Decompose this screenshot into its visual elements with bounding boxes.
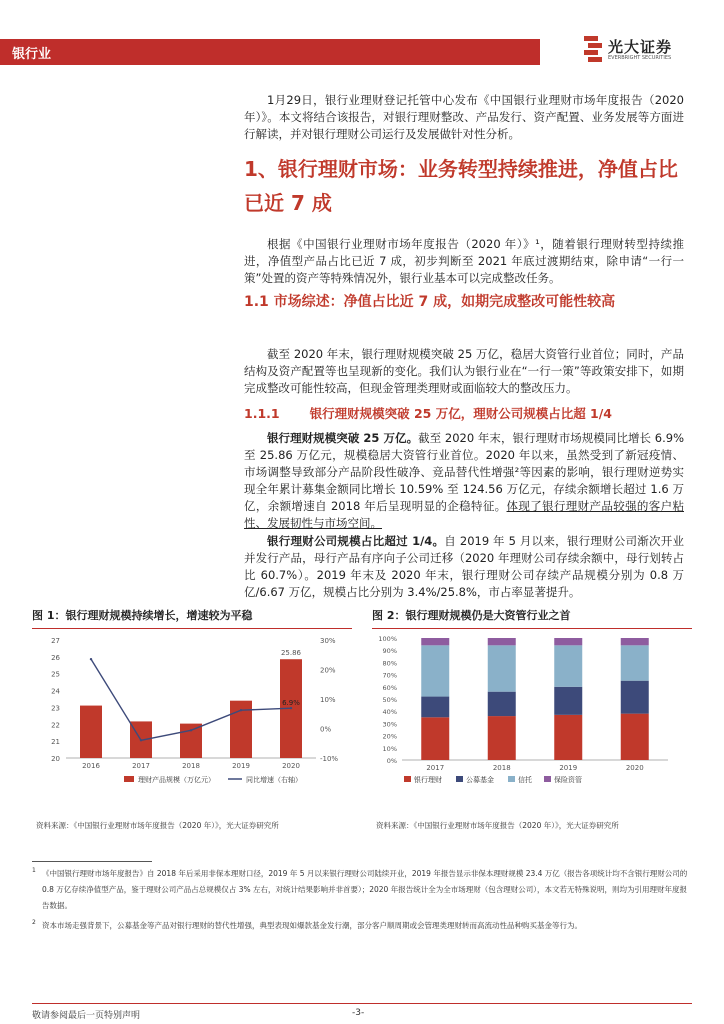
y-tick-label: 100% [378,635,397,643]
stacked-bar-segment [621,681,649,714]
footnote-rule [32,861,152,862]
stacked-bar-segment [554,715,582,760]
subsubsection-title: 银行理财规模突破 25 万亿，理财公司规模占比超 1/4 [309,406,613,421]
footnote-2-text: 资本市场走强背景下，公募基金等产品对银行理财的替代性增强，典型表现如爆款基金发行潮，部分客户顺周期或会管理类理财转而高流动性品种购买基金等行为。 [42,921,582,930]
legend-bar-swatch [124,776,134,782]
subsection-heading: 1.1 市场综述：净值占比近 7 成，如期完成整改可能性较高 [244,294,616,310]
logo-name: 光大证券 [608,38,673,56]
legend-label: 保险资管 [554,776,582,784]
legend-swatch [404,776,411,782]
legend-label: 银行理财 [414,776,442,784]
figure-2-title: 图 2：银行理财规模仍是大资管行业之首 [372,609,571,622]
y-left-tick-label: 20 [51,755,60,763]
growth-point [240,709,242,711]
figure-2-chart [372,630,692,815]
footer-rule [32,1003,692,1004]
legend-bar-label: 理财产品规模（万亿元） [138,776,215,784]
footer-disclaimer: 敬请参阅最后一页特别声明 [32,1011,141,1021]
growth-point [90,658,92,660]
paragraph-1: 根据《中国银行业理财市场年度报告（2020 年）》¹，随着银行理财转型持续推进，净值型产品占比已近 7 成，初步判断至 2021 年底过渡期结束，除申请“一行一策”处置的资产等特殊情况外，银行业基本可以完成整改任务。 [244,237,684,285]
paragraph-3 [244,430,684,532]
y-right-tick-label: 20% [320,666,336,675]
y-left-tick-label: 22 [51,721,60,730]
footnote-2 [32,918,692,934]
figure-1-title: 图 1：银行理财规模持续增长，增速较为平稳 [32,609,253,622]
figure-2-rule [372,628,692,629]
y-right-tick-label: 0% [320,725,332,734]
intro-paragraph: 1月29日，银行业理财登记托管中心发布《中国银行业理财市场年度报告（2020年）》。本文将结合该报告，对银行理财整改、产品发行、资产配置、业务发展等方面进行解读，并对银行理财公司运行及发展做针对性分析。 [244,93,684,141]
stacked-bar-segment [488,638,516,645]
subsubsection-heading [244,404,684,422]
paragraph-4-lead: 银行理财公司规模占比超过 1/4。 [267,534,445,548]
y-left-tick-label: 25 [51,670,60,679]
paragraph-2: 截至 2020 年末，银行理财规模突破 25 万亿，稳居大资管行业首位；同时，产品结构及资产配置等也呈现新的变化。我们认为银行业在“一行一策”等政策安排下，如期完成整改可能性较高，但现金管理类理财或面临较大的整改压力。 [244,347,684,395]
y-tick-label: 0% [386,757,397,765]
y-tick-label: 80% [382,659,397,668]
logo-mark-icon [584,36,602,62]
bar [180,724,202,758]
logo-subtitle: EVERBRIGHT SECURITIES [608,55,672,61]
stacked-bar-segment [421,638,449,645]
x-tick-label: 2019 [232,762,250,770]
subsubsection-number: 1.1.1 [244,406,280,421]
y-tick-label: 60% [382,683,397,692]
x-tick-label: 2020 [625,764,644,772]
section-heading: 1、银行理财市场：业务转型持续推进，净值占比已近 7 成 [244,157,678,215]
y-tick-label: 20% [382,732,397,741]
figure-1-chart [32,630,352,815]
footnote-1-text: 《中国银行理财市场年度报告》自 2018 年后采用非保本理财口径，2019 年 5 月以来银行理财公司陆续开业，2019 年报告显示非保本理财规模 23.4 万亿（报告各项统计均不含银行理财公司的 0.8 万亿存续净值型产品，鉴于理财公司产品占总规模仅占 3% 左右，对统计结果影响并非首要）；2020 年报告统计全为全市场理财（包含理财公司），本文若无特殊说明，则均为引用理财年度报告数据。 [42,869,688,910]
stacked-bar-segment [488,716,516,760]
x-tick-label: 2017 [132,762,150,770]
figure-2-source: 资料来源：《中国银行业理财市场年度报告（2020 年）》，光大证券研究所 [376,821,619,830]
bar-data-label: 25.86 [280,649,302,658]
legend-line-label: 同比增速（右轴） [246,776,302,784]
legend-swatch [508,776,515,782]
footnotes [32,866,692,934]
x-tick-label: 2018 [182,762,200,770]
header-bar [0,39,540,65]
y-left-tick-label: 21 [51,738,60,747]
stacked-bar-segment [421,717,449,760]
stacked-bar-segment [488,692,516,716]
y-tick-label: 40% [382,708,397,717]
stacked-bar-segment [621,714,649,760]
bar [80,706,102,758]
y-tick-label: 70% [382,671,397,680]
y-left-tick-label: 23 [51,704,60,713]
legend-label: 信托 [518,776,532,784]
growth-point [190,729,192,731]
footnote-1 [32,866,692,914]
x-tick-label: 2017 [426,764,445,772]
legend-swatch [544,776,551,782]
stacked-bar-segment [554,645,582,686]
section-label: 银行业 [12,47,52,62]
x-tick-label: 2019 [559,764,578,772]
y-tick-label: 30% [382,720,397,729]
paragraph-4-body: 自 2019 年 5 月以来，银行理财公司渐次开业并发行产品，母行产品有序向子公司迁移（2020 年理财公司存续余额中，母行划转占比 60.7%）。2019 年末及 2020 年末，银行理财公司存续产品规模分别为 0.8 万亿/6.67 万亿，规模占比分别为 3.4%/25.8%，市占率显著提升。 [244,534,684,599]
y-left-tick-label: 26 [51,653,60,662]
figure-1-source: 资料来源：《中国银行业理财市场年度报告（2020 年）》，光大证券研究所 [36,821,279,830]
company-logo [584,34,694,66]
paragraph-3-body: 截至 2020 年末，银行理财市场规模同比增长 6.9% 至 25.86 万亿元，规模稳居大资管行业首位。2020 年以来，虽然受到了新冠疫情、市场调整导致部分产品阶段性破净、竞品替代性增强²等因素的影响，银行理财逆势实现全年累计募集金额同比增长 10.59% 至 124.56 万亿元，存续余额增长超过 1.6 万亿，余额增速自 2018 年后呈现明显的企稳特征。 [244,431,685,513]
stacked-bar-segment [554,687,582,715]
stacked-bar-segment [421,697,449,718]
page-number: -3- [352,1008,365,1018]
y-tick-label: 10% [382,744,397,753]
legend-swatch [456,776,463,782]
legend-label: 公募基金 [466,776,494,784]
x-tick-label: 2020 [282,762,300,770]
paragraph-4 [244,533,684,601]
y-left-tick-label: 27 [51,637,60,645]
stacked-bar-segment [621,638,649,645]
growth-point [290,707,292,709]
stacked-bar-segment [488,645,516,691]
growth-point [140,739,142,741]
y-right-tick-label: -10% [320,755,339,763]
y-right-tick-label: 30% [320,637,336,645]
y-left-tick-label: 24 [51,687,60,696]
y-tick-label: 90% [382,647,397,656]
paragraph-3-lead: 银行理财规模突破 25 万亿。 [267,431,419,445]
x-tick-label: 2016 [82,762,100,770]
y-tick-label: 50% [382,696,397,704]
paragraph-3-emphasis: 体现了银行理财产品较强的客户粘性、发展韧性与市场空间。 [244,499,684,530]
footnote-2-mark: 2 [32,919,36,926]
y-right-tick-label: 10% [320,696,336,704]
stacked-bar-segment [621,645,649,680]
figure-1-rule [32,628,352,629]
line-data-label: 6.9% [282,699,300,708]
stacked-bar-segment [554,638,582,645]
footnote-1-mark: 1 [32,867,36,874]
x-tick-label: 2018 [492,764,511,772]
stacked-bar-segment [421,645,449,696]
